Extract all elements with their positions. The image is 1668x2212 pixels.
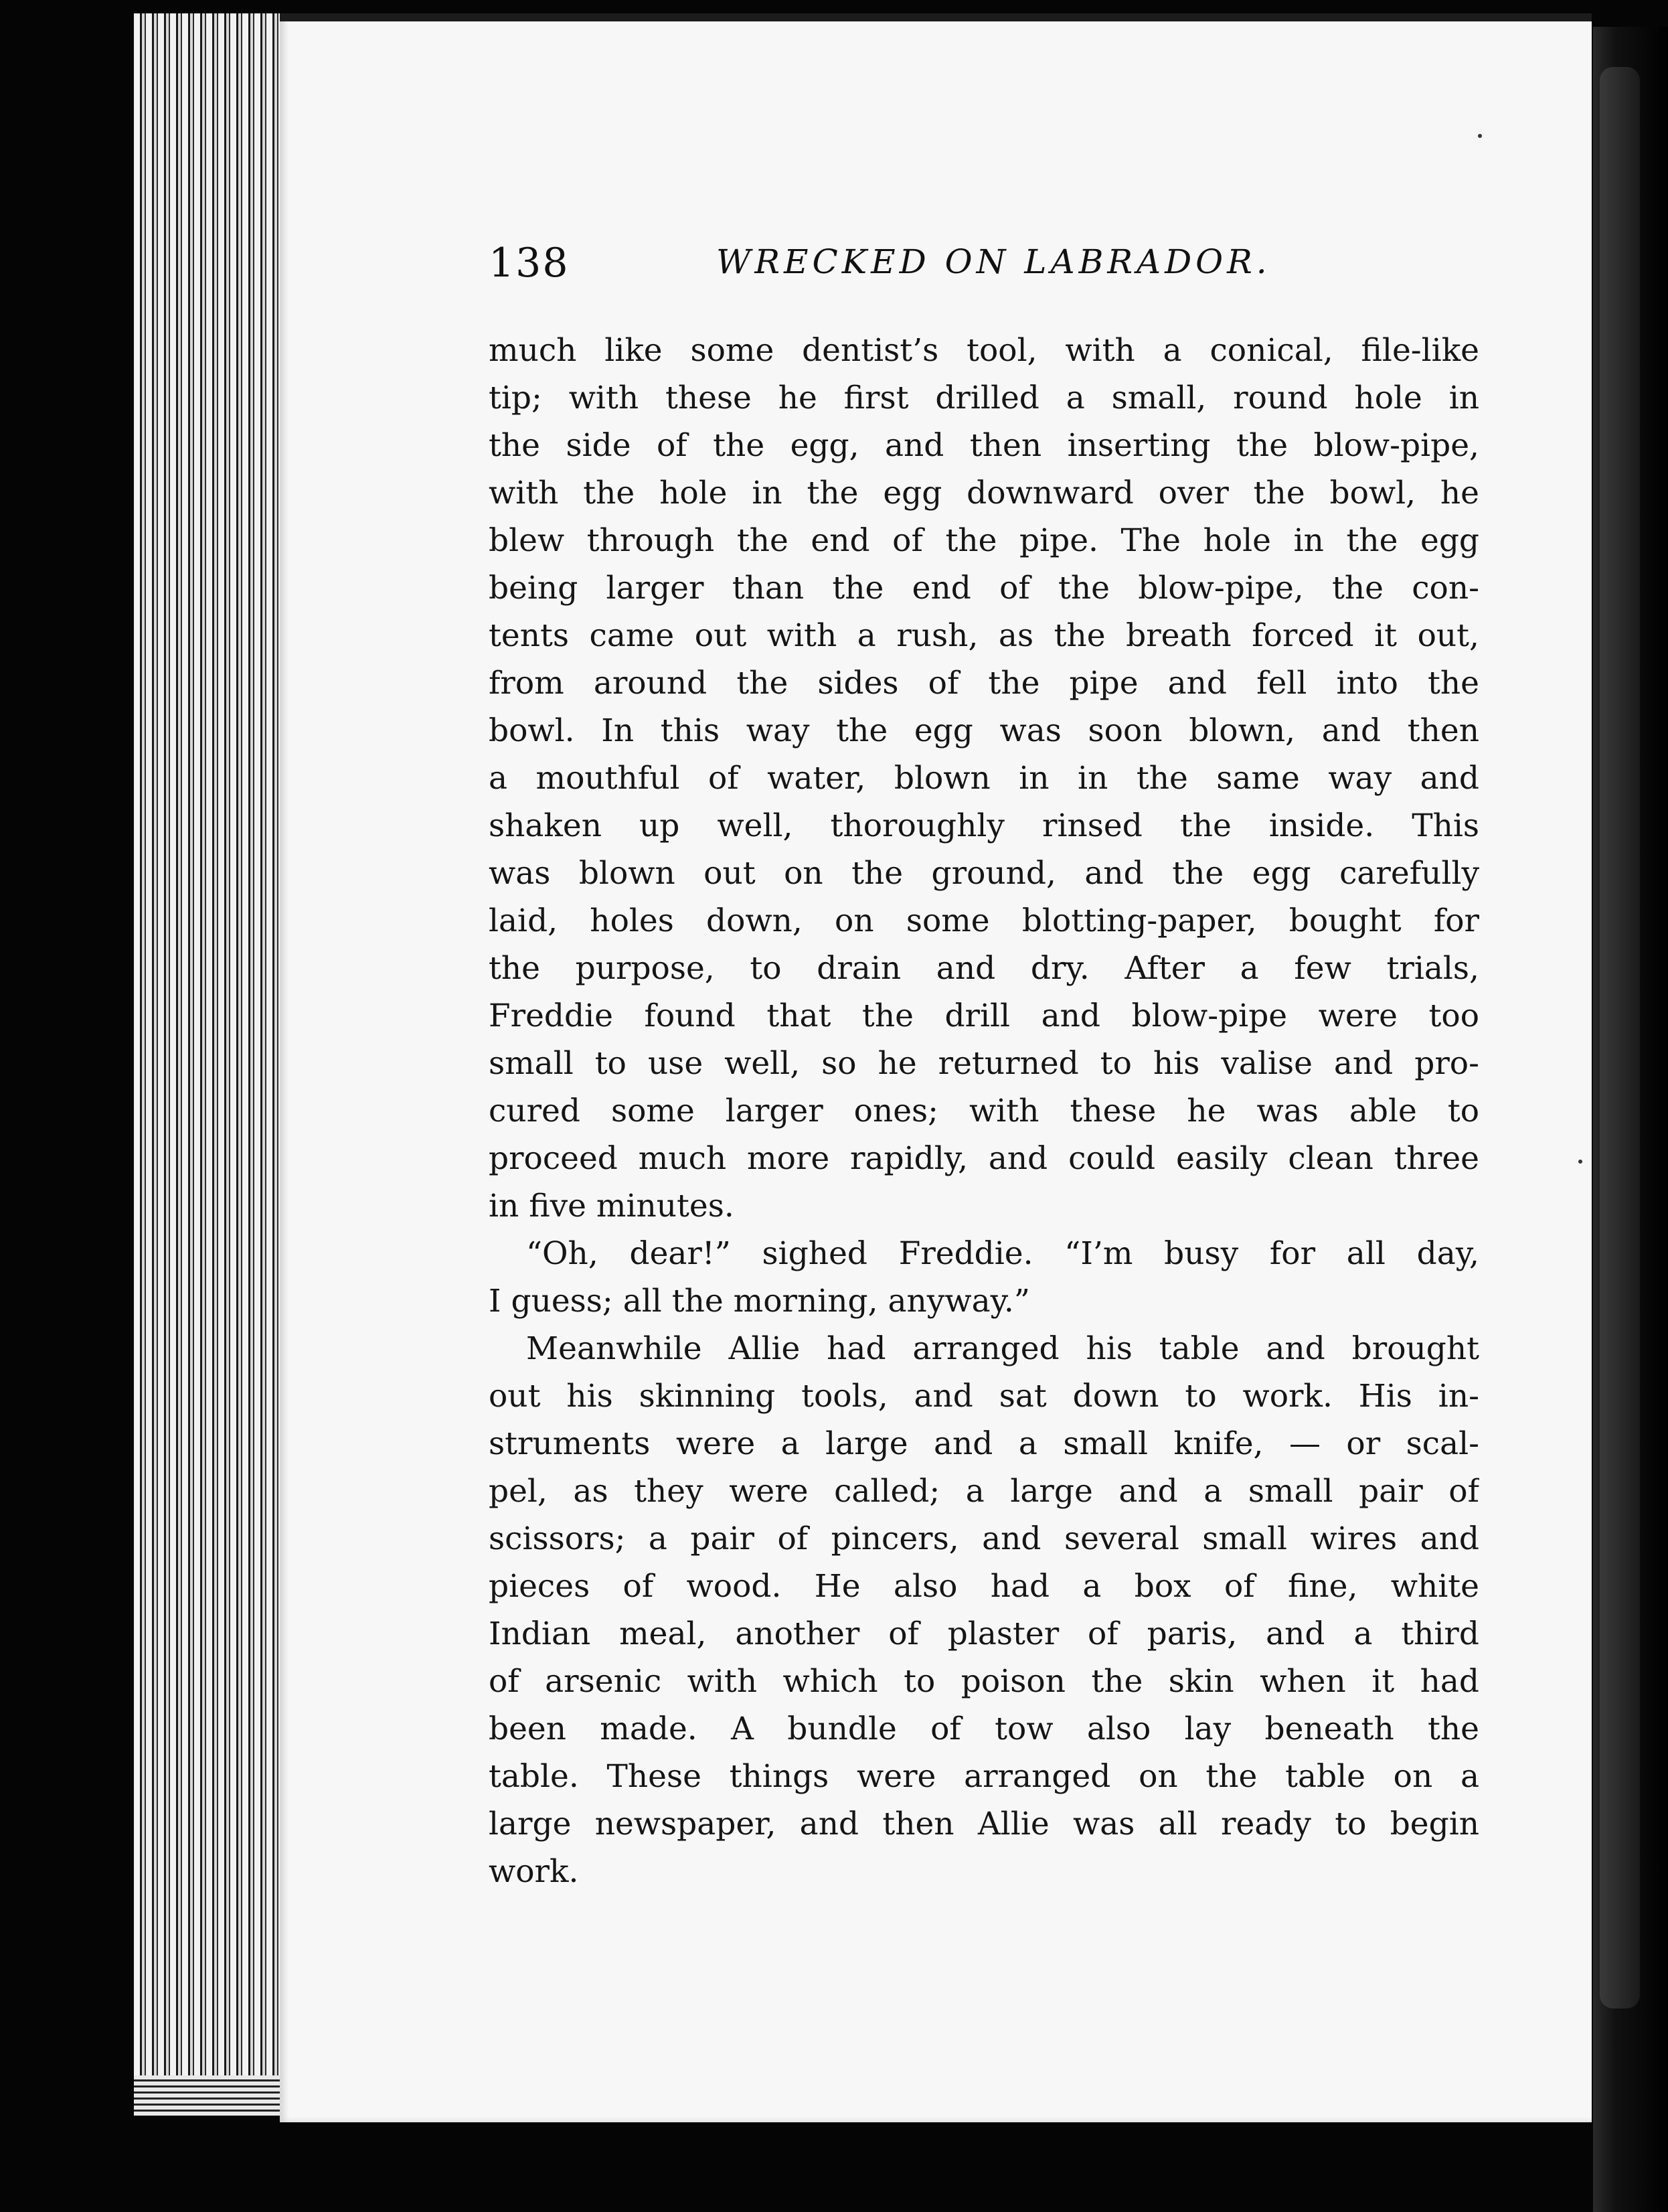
text-line: tip; with these he first drilled a small, round hole in	[489, 380, 1479, 416]
text-line: in five minutes.	[489, 1188, 734, 1224]
text-line: shaken up well, thoroughly rinsed the inside. This	[489, 807, 1479, 844]
text-line: I guess; all the morning, anyway.”	[489, 1283, 1030, 1320]
text-line: blew through the end of the pipe. The hole in the egg	[489, 522, 1479, 559]
text-line: small to use well, so he returned to his valise and pro-	[489, 1045, 1479, 1082]
text-line: struments were a large and a small knife, — or scal-	[489, 1425, 1479, 1462]
running-header	[489, 240, 1479, 287]
text-line: “Oh, dear!” sighed Freddie. “I’m busy for all day,	[526, 1235, 1479, 1272]
text-line: the purpose, to drain and dry. After a few trials,	[489, 950, 1479, 987]
text-line: a mouthful of water, blown in in the same way and	[489, 760, 1479, 797]
text-line: of arsenic with which to poison the skin when it had	[489, 1663, 1479, 1700]
text-line: cured some larger ones; with these he was able to	[489, 1093, 1479, 1129]
text-line: been made. A bundle of tow also lay beneath the	[489, 1711, 1479, 1747]
text-line: from around the sides of the pipe and fell into the	[489, 665, 1479, 702]
text-line: proceed much more rapidly, and could easily clean three	[489, 1140, 1479, 1177]
text-line: large newspaper, and then Allie was all ready to begin	[489, 1806, 1479, 1842]
text-line: laid, holes down, on some blotting-paper, bought for	[489, 902, 1479, 939]
text-line: the side of the egg, and then inserting the blow-pipe,	[489, 427, 1479, 464]
dust-speck	[1578, 1160, 1582, 1164]
dust-speck	[1478, 134, 1482, 138]
stacked-page-edges	[134, 13, 288, 2102]
text-line: with the hole in the egg downward over the bowl, he	[489, 475, 1479, 511]
text-line: out his skinning tools, and sat down to work. His in-	[489, 1378, 1479, 1415]
text-line: work.	[489, 1853, 579, 1890]
text-line: being larger than the end of the blow-pipe, the con-	[489, 570, 1479, 607]
text-line: Freddie found that the drill and blow-pipe were too	[489, 998, 1479, 1034]
running-title: WRECKED ON LABRADOR.	[716, 242, 1271, 281]
text-line: pel, as they were called; a large and a small pair of	[489, 1473, 1479, 1510]
text-line: much like some dentist’s tool, with a conical, file-like	[489, 332, 1479, 369]
text-line: table. These things were arranged on the table on a	[489, 1758, 1479, 1795]
text-line: bowl. In this way the egg was soon blown, and then	[489, 712, 1479, 749]
text-line: pieces of wood. He also had a box of fine, white	[489, 1568, 1479, 1605]
text-line: Meanwhile Allie had arranged his table and brought	[526, 1330, 1479, 1367]
text-line: Indian meal, another of plaster of paris, and a third	[489, 1615, 1479, 1652]
page-number: 138	[489, 240, 570, 287]
top-edge-shadow	[280, 13, 1592, 21]
text-line: tents came out with a rush, as the breath forced it out,	[489, 617, 1479, 654]
body-text	[489, 327, 1479, 1895]
text-line: was blown out on the ground, and the egg carefully	[489, 855, 1479, 892]
next-page-curl	[1600, 67, 1640, 2008]
text-line: scissors; a pair of pincers, and several small wires and	[489, 1520, 1479, 1557]
